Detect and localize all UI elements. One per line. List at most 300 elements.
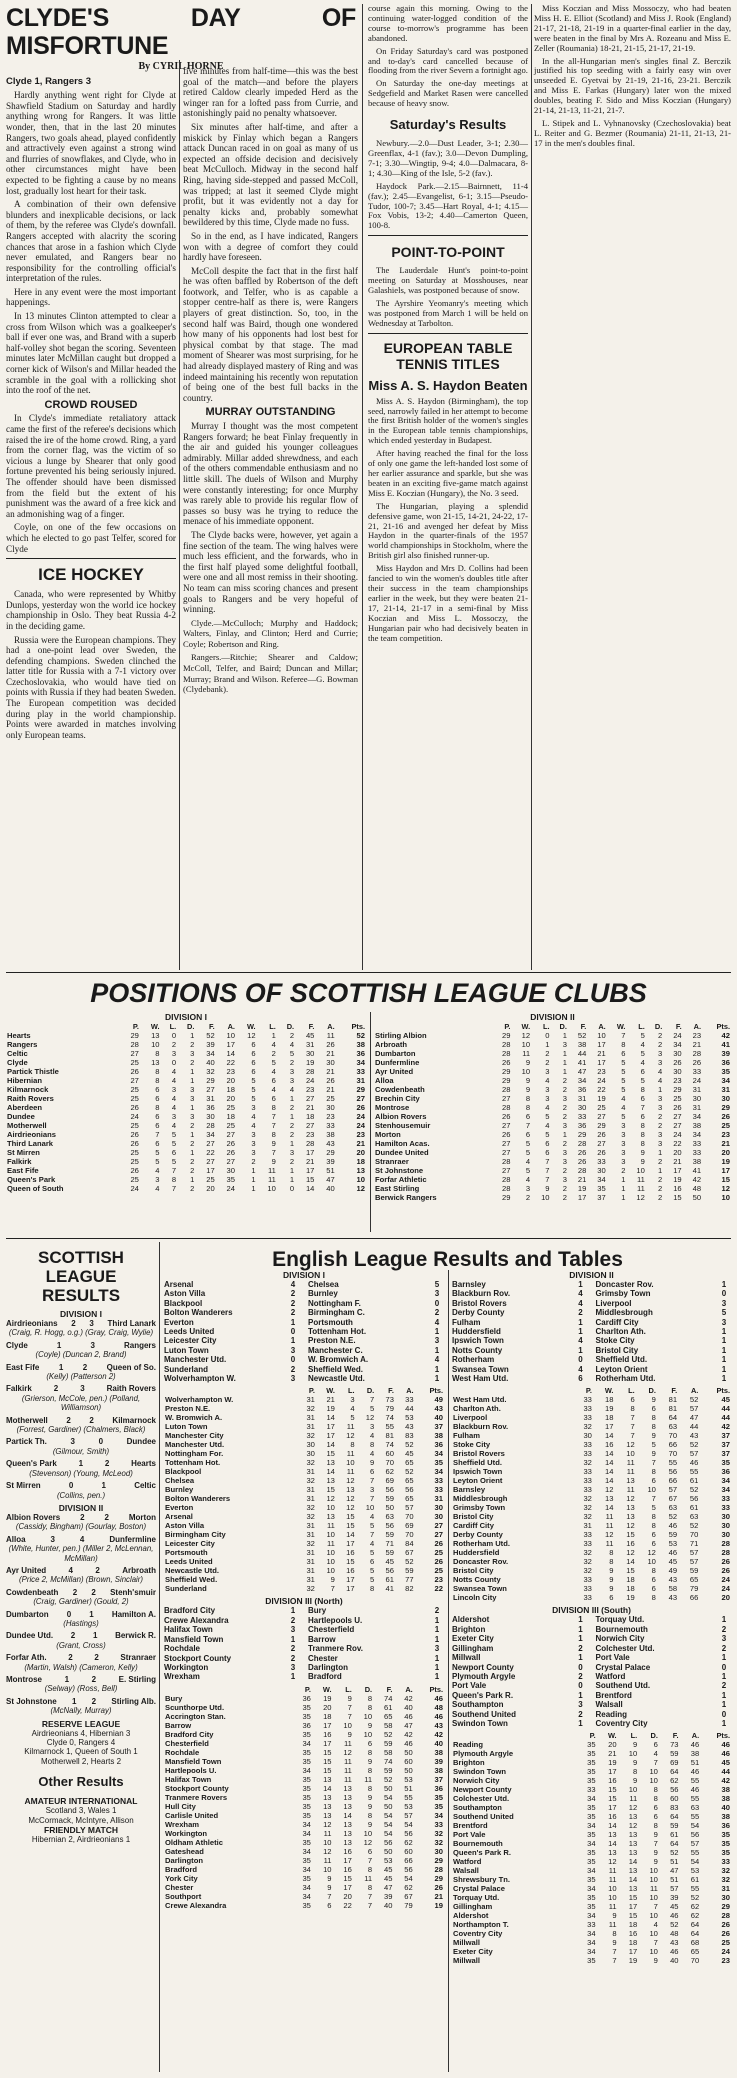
table-cell: 18: [605, 1395, 614, 1405]
table-cell: 2: [289, 1130, 295, 1139]
table-cell: 3: [190, 1049, 195, 1058]
table-row: [452, 1404, 731, 1413]
table-cell: 58: [383, 1747, 393, 1757]
table-cell: 57: [405, 1503, 414, 1513]
table-header-cell: P.: [132, 1022, 139, 1031]
table-cell: 54: [690, 1857, 700, 1867]
table-cell: 23: [305, 1085, 315, 1094]
table-cell: 1: [562, 1067, 567, 1076]
table-cell: 32: [306, 1404, 315, 1414]
table-cell: 63: [689, 1512, 699, 1522]
result-row: [6, 1631, 156, 1640]
table-cell: 50: [404, 1747, 413, 1757]
team-name: Sheffield Wed.: [165, 1575, 218, 1585]
table-row: [164, 1703, 444, 1712]
table-cell: 54: [383, 1792, 393, 1802]
table-cell: 30: [434, 1512, 443, 1522]
table-cell: 38: [690, 1749, 700, 1759]
table-cell: 7: [370, 1530, 375, 1540]
table-cell: 11: [626, 1458, 635, 1468]
table-cell: 47: [326, 1175, 335, 1184]
result-score: 1: [721, 1718, 727, 1728]
table-cell: 4: [350, 1404, 355, 1414]
team-name: Motherwell: [7, 1121, 47, 1130]
table-cell: 5: [251, 1085, 256, 1094]
result-scorers: (Cassidy, Bingham) (Gourlay, Boston): [15, 1522, 147, 1532]
result-away: 2: [91, 1587, 96, 1597]
result-row: [164, 1654, 444, 1663]
table-header-cell: Pts.: [716, 1386, 730, 1396]
table-cell: 52: [690, 1893, 700, 1903]
table-cell: 35: [302, 1873, 311, 1883]
result-score: 2: [434, 1308, 440, 1318]
table-cell: 14: [323, 1783, 332, 1793]
team-name: Southend United: [453, 1812, 514, 1822]
table-cell: 3: [562, 1040, 567, 1049]
result-row: [6, 1481, 156, 1490]
table-cell: 52: [670, 1848, 679, 1858]
table-cell: 3: [251, 1103, 256, 1112]
table-cell: 34: [597, 1175, 606, 1184]
table-cell: 4: [251, 1112, 256, 1121]
list-item: McCormack, McIntyre, Allison: [28, 1815, 134, 1825]
result-team: Doncaster Rov.: [595, 1280, 654, 1289]
table-row: [6, 1103, 366, 1112]
friendly-list: [6, 1835, 156, 1844]
result-team: Tottenham Hot.: [308, 1327, 367, 1337]
result-score: 4: [290, 1280, 296, 1289]
table-row: [374, 1103, 731, 1112]
divider: [6, 558, 176, 559]
table-cell: 17: [206, 1166, 215, 1175]
table-row: [452, 1566, 731, 1575]
team-name: Sheffield Utd.: [453, 1458, 502, 1468]
table-cell: 3: [621, 1139, 626, 1148]
table-cell: 13: [626, 1512, 635, 1522]
table-cell: 11: [323, 1828, 332, 1838]
team-name: Portsmouth: [165, 1548, 208, 1558]
table-header-cell: F.: [671, 1386, 678, 1396]
result-team: Nottingham F.: [308, 1298, 361, 1308]
table-cell: 6: [653, 1812, 658, 1822]
table-header-row: [452, 1386, 731, 1395]
english-heading: English League Results and Tables: [272, 1248, 623, 1271]
table-cell: 35: [721, 1848, 730, 1858]
table-cell: 3: [370, 1422, 375, 1432]
result-row: [6, 1588, 156, 1597]
table-cell: 12: [247, 1031, 256, 1040]
result-scorers: (Craig, Gardiner) (Gould, 2): [33, 1597, 129, 1607]
table-row: [452, 1584, 731, 1593]
table-cell: 9: [327, 1882, 332, 1892]
eng-div3n-table: [164, 1685, 444, 1910]
div1-name: DIVISION I: [164, 1012, 208, 1022]
table-cell: 4: [525, 1157, 531, 1166]
result-team: Coventry City: [595, 1718, 648, 1728]
table-cell: 6: [651, 1530, 656, 1540]
team-name: St Johnstone: [375, 1166, 424, 1175]
result-team: Charlton Ath.: [595, 1327, 646, 1337]
table-cell: 2: [525, 1193, 531, 1202]
table-cell: 20: [343, 1891, 352, 1901]
table-cell: 35: [587, 1830, 596, 1840]
table-cell: 8: [651, 1566, 656, 1576]
table-row: [374, 1175, 731, 1184]
result-away: 2: [104, 1512, 109, 1522]
table-cell: 31: [306, 1422, 315, 1432]
table-cell: 60: [670, 1794, 679, 1804]
team-name: Stranraer: [375, 1157, 409, 1166]
table-cell: 70: [690, 1956, 700, 1966]
table-cell: 7: [271, 1148, 276, 1157]
table-cell: 31: [305, 1040, 315, 1049]
table-cell: 15: [346, 1521, 355, 1531]
result-scorers: (Kelly) (Patterson 2): [46, 1372, 116, 1382]
table-cell: 4: [525, 1175, 531, 1184]
table-cell: 29: [577, 1130, 587, 1139]
list-item: Motherwell 2, Hearts 2: [40, 1756, 122, 1766]
table-cell: 65: [689, 1575, 699, 1585]
table-cell: 29: [597, 1121, 606, 1130]
table-cell: 73: [670, 1740, 679, 1750]
table-cell: 52: [689, 1395, 699, 1405]
table-cell: 28: [206, 1121, 215, 1130]
table-cell: 9: [640, 1148, 645, 1157]
table-cell: 5: [289, 1049, 295, 1058]
table-row: [164, 1431, 444, 1440]
table-cell: 11: [343, 1738, 352, 1748]
list-item: Airdrieonians 4, Hibernian 3: [31, 1728, 131, 1738]
table-header-cell: [452, 1731, 576, 1740]
table-cell: 3: [190, 1085, 195, 1094]
tabletennis-para: In the all-Hungarian men's singles final Z. Berczik justified his top seeding with a fairly easy win over unseeded E. Gyetvai by 21-19, 21-16, 23-21. Berczik and Miss E. Farkas (Hungary) later won the mixed doubles, beating F. Sido and Miss Koczian (Hungary) 21-14, 21-13, 11-21, 21-7.: [534, 55, 731, 116]
table-cell: 8: [367, 1765, 373, 1775]
table-row: [374, 1067, 731, 1076]
table-cell: 46: [670, 1947, 679, 1957]
table-cell: 9: [327, 1873, 332, 1883]
result-team: Exeter City: [452, 1634, 494, 1644]
table-cell: 70: [689, 1530, 699, 1540]
table-cell: 36: [577, 1121, 587, 1130]
table-cell: 14: [628, 1875, 638, 1885]
table-row: [452, 1902, 731, 1911]
table-cell: 32: [306, 1512, 315, 1522]
result-score: 2: [721, 1681, 727, 1691]
table-cell: 3: [562, 1157, 567, 1166]
table-cell: 18: [628, 1920, 638, 1930]
table-cell: 9: [609, 1575, 614, 1585]
table-cell: 8: [367, 1783, 373, 1793]
table-cell: 2: [562, 1103, 567, 1112]
table-cell: 54: [383, 1819, 393, 1829]
table-header-cell: D.: [650, 1731, 658, 1741]
table-cell: 61: [383, 1702, 393, 1712]
table-cell: 2: [289, 1031, 295, 1040]
result-home: St Johnstone: [6, 1696, 57, 1706]
result-row: [452, 1672, 731, 1681]
table-cell: 6: [367, 1738, 373, 1748]
table-cell: 1: [190, 1130, 195, 1139]
table-cell: 63: [668, 1503, 678, 1513]
table-cell: 39: [721, 1049, 730, 1058]
table-cell: 2: [658, 1040, 663, 1049]
table-cell: 21: [326, 1049, 335, 1058]
team-name: Southport: [165, 1891, 202, 1901]
table-cell: 12: [343, 1747, 352, 1757]
team-name: Bury: [165, 1693, 183, 1703]
scottish-div1-table: [6, 1012, 366, 1193]
tabletennis-heading: EUROPEAN TABLE TENNIS TITLES: [383, 339, 513, 372]
result-team: Ipswich Town: [452, 1336, 504, 1346]
table-cell: 28: [721, 1911, 730, 1921]
table-header-cell: W.: [604, 1386, 614, 1396]
table-cell: 30: [692, 1094, 702, 1103]
table-cell: 17: [346, 1575, 355, 1585]
table-row: [374, 1085, 731, 1094]
table-row: [452, 1431, 731, 1440]
result-team: Chesterfield: [308, 1625, 355, 1635]
result-row: [164, 1280, 444, 1289]
table-cell: 1: [251, 1175, 256, 1184]
table-cell: 58: [668, 1584, 678, 1594]
table-cell: 21: [326, 1395, 335, 1405]
table-cell: 70: [405, 1512, 414, 1522]
table-cell: 29: [434, 1855, 443, 1865]
table-cell: 15: [628, 1911, 638, 1921]
table-cell: 23: [597, 1067, 606, 1076]
team-name: Bradford City: [165, 1729, 214, 1739]
table-cell: 32: [583, 1557, 592, 1567]
team-name: Reading: [453, 1740, 483, 1750]
clyde-para: McColl despite the fact that in the first half he was often baffled by Robertson of the deft footwork, and Telfer, who is as capable a stopper centre-half as there is, were Rangers players of great distinction. So, too, in the second half was Baird, though one wondered how many of his opponents had lost best for physical combat by that stage. The mad moment of Shearer was most surprising, for he had already displayed mastery of Ring and was indeed maintaining his recently won reputation of being one of the best full backs in the country.: [183, 265, 358, 403]
table-cell: 8: [633, 1767, 638, 1777]
table-cell: 13: [626, 1503, 635, 1513]
table-cell: 16: [626, 1539, 635, 1549]
table-cell: 31: [206, 1094, 215, 1103]
table-cell: 28: [501, 1049, 511, 1058]
table-cell: 26: [721, 1566, 730, 1576]
table-row: [164, 1838, 444, 1847]
team-name: Millwall: [453, 1938, 481, 1948]
table-cell: 9: [347, 1693, 352, 1703]
team-name: Partick Thistle: [7, 1067, 59, 1076]
table-cell: 20: [673, 1148, 682, 1157]
table-cell: 13: [608, 1830, 617, 1840]
table-cell: 38: [434, 1431, 443, 1441]
table-cell: 33: [583, 1449, 592, 1459]
result-team: Rotherham: [452, 1355, 495, 1365]
team-name: Queen's Park: [7, 1175, 56, 1184]
table-header-cell: P.: [308, 1386, 315, 1396]
result-score: 2: [290, 1289, 296, 1299]
table-cell: 27: [130, 1076, 139, 1085]
table-cell: 7: [271, 1112, 276, 1121]
team-name: Halifax Town: [165, 1774, 212, 1784]
team-name: Swansea Town: [453, 1584, 507, 1594]
team-name: Walsall: [453, 1866, 479, 1876]
racing-result: Haydock Park.—2.15—Bairnnett, 11-4 (fav.); 2.45—Evangelist, 6-1; 3.15—Pseudo-Tudor, 100-7; 3.45—Hart Royal, 4-1; 4.15—Fox Vobis, 13-2; 4.40—Camerton Queen, 100-8.: [368, 180, 528, 231]
table-cell: 61: [689, 1476, 699, 1486]
table-cell: 35: [587, 1812, 596, 1822]
table-cell: 32: [434, 1828, 443, 1838]
table-cell: 4: [251, 1121, 256, 1130]
team-name: Northampton T.: [453, 1920, 509, 1930]
table-cell: 9: [653, 1956, 658, 1966]
sports-col4: [534, 4, 731, 152]
table-cell: 3: [562, 1148, 567, 1157]
table-cell: 5: [171, 1139, 177, 1148]
table-row: [164, 1775, 444, 1784]
table-cell: 33: [434, 1485, 443, 1495]
table-cell: 49: [668, 1566, 678, 1576]
result-score: 4: [434, 1317, 440, 1327]
table-row: [452, 1395, 731, 1404]
table-cell: 6: [367, 1846, 373, 1856]
table-cell: 30: [305, 1049, 315, 1058]
table-cell: 5: [251, 1076, 256, 1085]
table-cell: 59: [670, 1821, 679, 1831]
result-row: [164, 1663, 444, 1672]
table-row: [452, 1911, 731, 1920]
table-cell: 13: [343, 1792, 352, 1802]
table-row: [374, 1157, 731, 1166]
table-cell: 26: [434, 1557, 443, 1567]
table-cell: 12: [608, 1857, 617, 1867]
table-cell: 2: [545, 1058, 550, 1067]
table-cell: 6: [155, 1094, 160, 1103]
result-home: Motherwell: [6, 1415, 48, 1425]
table-cell: 18: [226, 1085, 235, 1094]
table-cell: 1: [190, 1148, 195, 1157]
result-team: Southend Utd.: [595, 1681, 651, 1691]
table-cell: 69: [385, 1476, 394, 1486]
table-cell: 52: [206, 1031, 215, 1040]
table-cell: 53: [668, 1539, 678, 1549]
table-cell: 8: [367, 1693, 373, 1703]
icehockey-para: Russia were the European champions. They had a one-point lead over Sweden, the defending champions. Sweden clinched the latter title for Russia with a 7-1 victory over Czechoslovakia, who would have tied on points with Russia if they had beaten Sweden. The European competition was decided during play in the world championship. Points were awarded in matches involving only European teams.: [6, 634, 176, 740]
table-cell: 15: [323, 1765, 332, 1775]
table-cell: 6: [171, 1148, 177, 1157]
table-row: [164, 1892, 444, 1901]
table-cell: 10: [343, 1720, 352, 1730]
table-header-cell: Pts.: [351, 1022, 365, 1031]
table-row: [164, 1883, 444, 1892]
table-cell: 21: [356, 1139, 365, 1148]
team-name: Leeds United: [165, 1557, 213, 1567]
table-cell: 11: [608, 1902, 617, 1912]
result-row: [164, 1336, 444, 1345]
table-cell: 27: [501, 1166, 511, 1175]
table-cell: 2: [271, 1049, 276, 1058]
table-cell: 4: [171, 1076, 177, 1085]
results-div1-label: DIVISION I: [59, 1309, 103, 1319]
team-name: Manchester City: [165, 1431, 224, 1441]
table-cell: 7: [630, 1422, 635, 1432]
table-cell: 32: [306, 1476, 315, 1486]
table-cell: 8: [640, 1121, 645, 1130]
table-cell: 54: [383, 1810, 393, 1820]
team-name: Scunthorpe Utd.: [165, 1702, 225, 1712]
table-cell: 50: [383, 1801, 393, 1811]
table-row: [374, 1166, 731, 1175]
table-cell: 57: [689, 1449, 699, 1459]
table-cell: 3: [171, 1085, 177, 1094]
table-cell: 83: [670, 1803, 679, 1813]
results-list: [6, 1319, 156, 1500]
table-cell: 41: [577, 1058, 587, 1067]
table-cell: 52: [689, 1521, 699, 1531]
result-home: Cowdenbeath: [6, 1587, 59, 1597]
result-team: Tranmere Rov.: [308, 1644, 363, 1654]
team-name: Torquay Utd.: [453, 1893, 500, 1903]
table-cell: 35: [597, 1184, 606, 1193]
tabletennis-para: The Hungarian, playing a splendid defensive game, won 21-15, 14-21, 24-22, 17-21, 21-16 and avenged her defeat by Miss Haydon in the quarter-finals of the 1957 world championships in Stockholm, where the British girl also finished runner-up.: [368, 500, 528, 561]
table-cell: 70: [385, 1458, 394, 1468]
table-cell: 14: [346, 1530, 355, 1540]
table-cell: 10: [647, 1485, 656, 1495]
table-cell: 24: [130, 1112, 139, 1121]
table-cell: 6: [155, 1139, 160, 1148]
table-cell: 33: [583, 1476, 592, 1486]
table-cell: 21: [305, 1157, 315, 1166]
table-cell: 63: [385, 1512, 394, 1522]
table-cell: 11: [267, 1166, 276, 1175]
table-cell: 28: [434, 1864, 443, 1874]
table-row: [374, 1121, 731, 1130]
table-row: [452, 1485, 731, 1494]
result-team: Rochdale: [164, 1644, 201, 1654]
table-cell: 9: [367, 1792, 373, 1802]
table-cell: 1: [562, 1049, 567, 1058]
table-header-cell: A.: [406, 1386, 414, 1396]
result-score: 3: [721, 1634, 727, 1644]
table-row: [452, 1758, 731, 1767]
table-cell: 3: [621, 1148, 626, 1157]
table-cell: 5: [370, 1521, 375, 1531]
table-cell: 25: [130, 1121, 139, 1130]
clyde-subhead-crowd: CROWD ROUSED: [44, 398, 138, 411]
table-cell: 65: [405, 1458, 414, 1468]
table-cell: 37: [721, 1431, 730, 1441]
table-cell: 19: [323, 1693, 332, 1703]
table-cell: 34: [206, 1049, 215, 1058]
table-cell: 10: [151, 1040, 160, 1049]
table-row: [164, 1512, 444, 1521]
table-cell: 28: [721, 1539, 730, 1549]
table-row: [374, 1139, 731, 1148]
table-row: [374, 1094, 731, 1103]
table-cell: 40: [404, 1702, 413, 1712]
result-home: Forfar Ath.: [6, 1653, 47, 1663]
table-cell: 4: [289, 1085, 295, 1094]
table-row: [374, 1184, 731, 1193]
team-name: Cowdenbeath: [375, 1085, 425, 1094]
table-row: [164, 1793, 444, 1802]
table-cell: 9: [370, 1458, 375, 1468]
table-row: [6, 1031, 366, 1040]
table-cell: 29: [721, 1103, 730, 1112]
table-cell: 3: [251, 1139, 256, 1148]
table-cell: 35: [302, 1711, 311, 1721]
table-cell: 34: [587, 1866, 596, 1876]
table-cell: 7: [612, 1947, 617, 1957]
result-as: Dundee: [126, 1437, 156, 1447]
table-cell: 22: [206, 1148, 215, 1157]
table-cell: 13: [326, 1458, 335, 1468]
result-score: 1: [434, 1327, 440, 1337]
result-team: Port Vale: [452, 1681, 487, 1691]
table-cell: 24: [130, 1184, 139, 1193]
